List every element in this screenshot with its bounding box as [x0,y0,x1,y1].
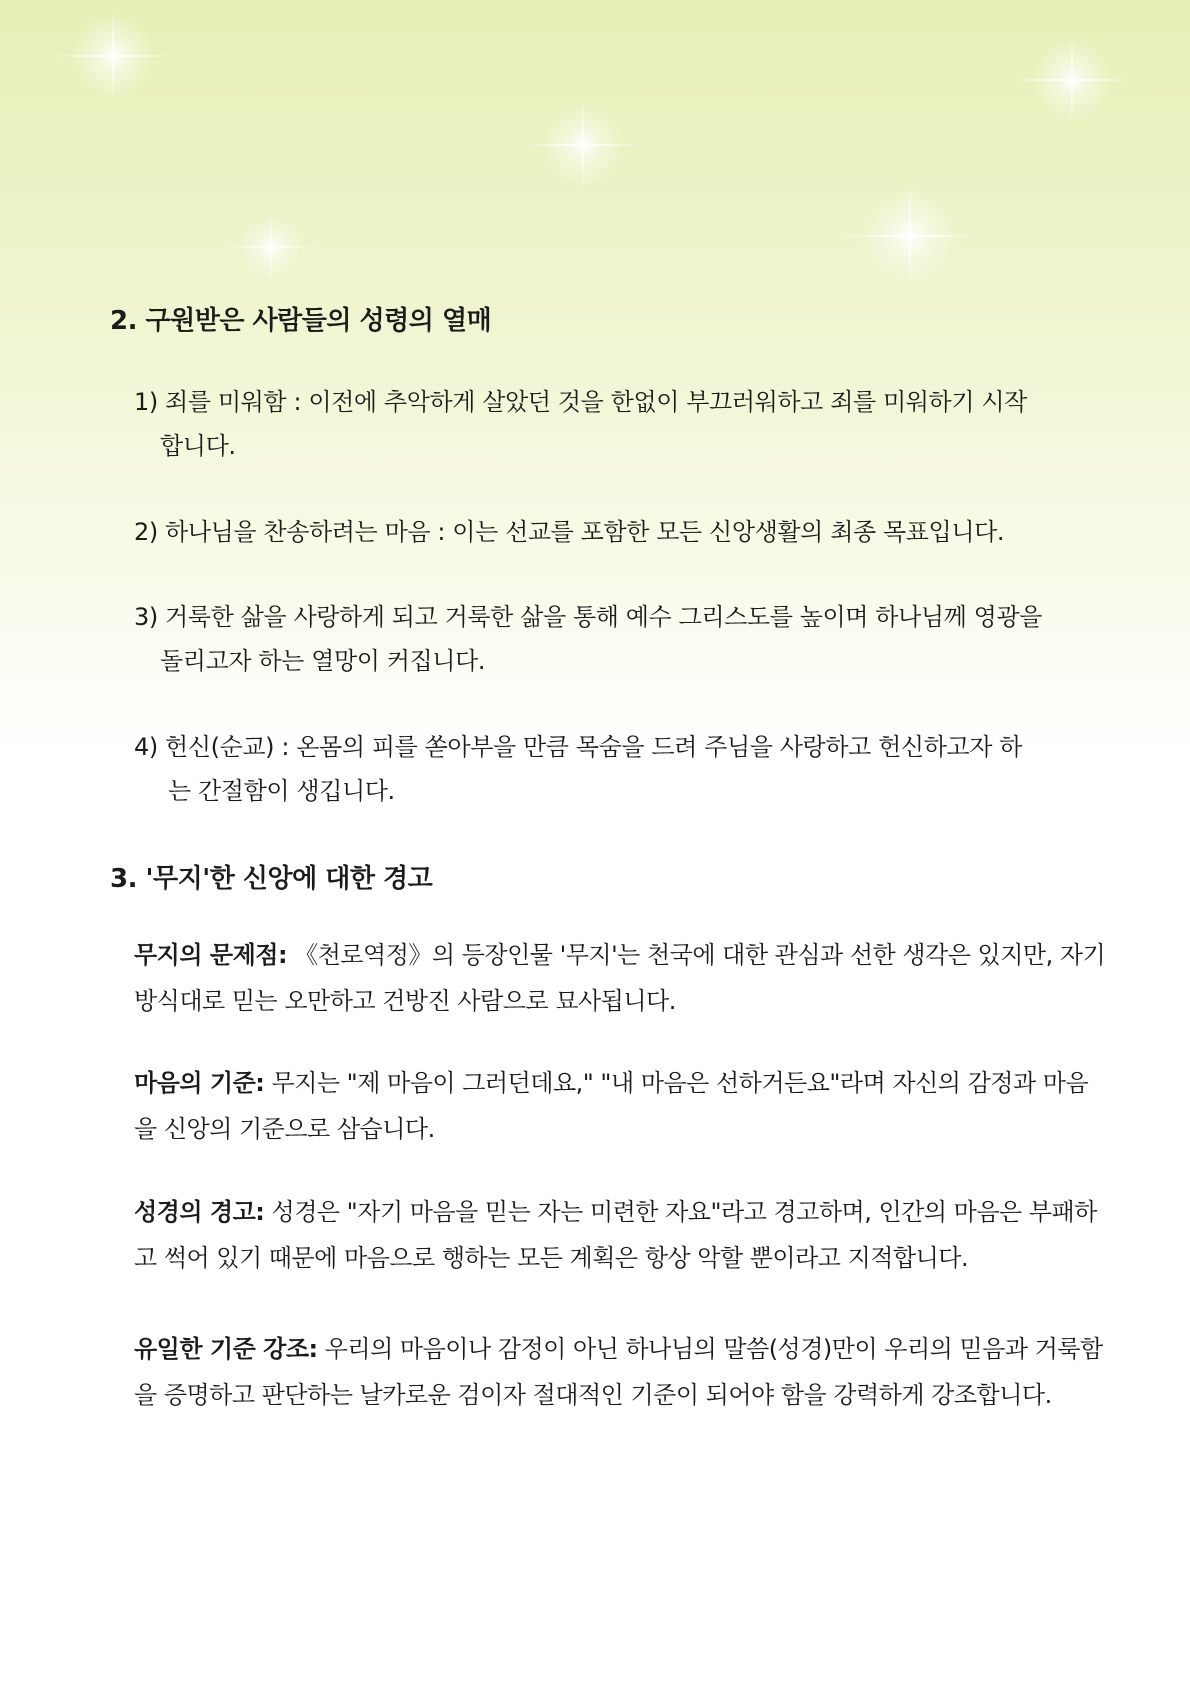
warning-paragraph-4 [134,1326,1109,1418]
fruit-item-4 [134,725,1114,813]
fruit-item-2-line1: 2) 하나님을 찬송하려는 마음 : 이는 선교를 포함한 모든 신앙생활의 최종 목표입니다. [134,518,1005,546]
paragraph-text: 무지는 "제 마음이 그러던데요," "내 마음은 선하거든요"라며 자신의 감정과 마음을 신앙의 기준으로 삼습니다. [134,1069,1089,1143]
fruit-item-4-line1: 4) 헌신(순교) : 온몸의 피를 쏟아부을 만큼 목숨을 드려 주님을 사랑하고 헌신하고자 하 [134,733,1023,761]
section-2-title: 2. 구원받은 사람들의 성령의 열매 [110,306,492,336]
fruit-item-4-line2: 는 간절함이 생깁니다. [168,777,395,805]
warning-paragraph-3 [134,1189,1109,1281]
fruit-item-3-line1: 3) 거룩한 삶을 사랑하게 되고 거룩한 삶을 통해 예수 그리스도를 높이며 하나님께 영광을 [134,603,1043,631]
fruit-item-1 [134,380,1114,468]
paragraph-text: 성경은 "자기 마음을 믿는 자는 미련한 자요"라고 경고하며, 인간의 마음은 부패하고 썩어 있기 때문에 마음으로 행하는 모든 계획은 항상 악할 뿐이라고 지적합니다. [134,1198,1097,1272]
paragraph-label: 무지의 문제점: [134,941,288,969]
warning-paragraph-1 [134,932,1109,1024]
fruit-item-3 [134,595,1114,683]
paragraph-label: 성경의 경고: [134,1198,265,1226]
warning-paragraph-2 [134,1060,1109,1152]
fruit-item-1-line1: 1) 죄를 미워함 : 이전에 추악하게 살았던 것을 한없이 부끄러워하고 죄를 미워하기 시작 [134,388,1027,416]
paragraph-label: 유일한 기준 강조: [134,1335,318,1363]
fruit-item-2 [134,510,1114,554]
paragraph-label: 마음의 기준: [134,1069,265,1097]
paragraph-text: 《천로역정》의 등장인물 '무지'는 천국에 대한 관심과 선한 생각은 있지만, 자기 방식대로 믿는 오만하고 건방진 사람으로 묘사됩니다. [134,941,1106,1015]
paragraph-text: 우리의 마음이나 감정이 아닌 하나님의 말씀(성경)만이 우리의 믿음과 거룩함을 증명하고 판단하는 날카로운 검이자 절대적인 기준이 되어야 함을 강력하게 강조합니다. [134,1335,1103,1409]
section-3-title: 3. '무지'한 신앙에 대한 경고 [110,864,433,894]
fruit-item-3-line2: 돌리고자 하는 열망이 커집니다. [160,647,486,675]
fruit-item-1-line2: 합니다. [160,432,236,460]
